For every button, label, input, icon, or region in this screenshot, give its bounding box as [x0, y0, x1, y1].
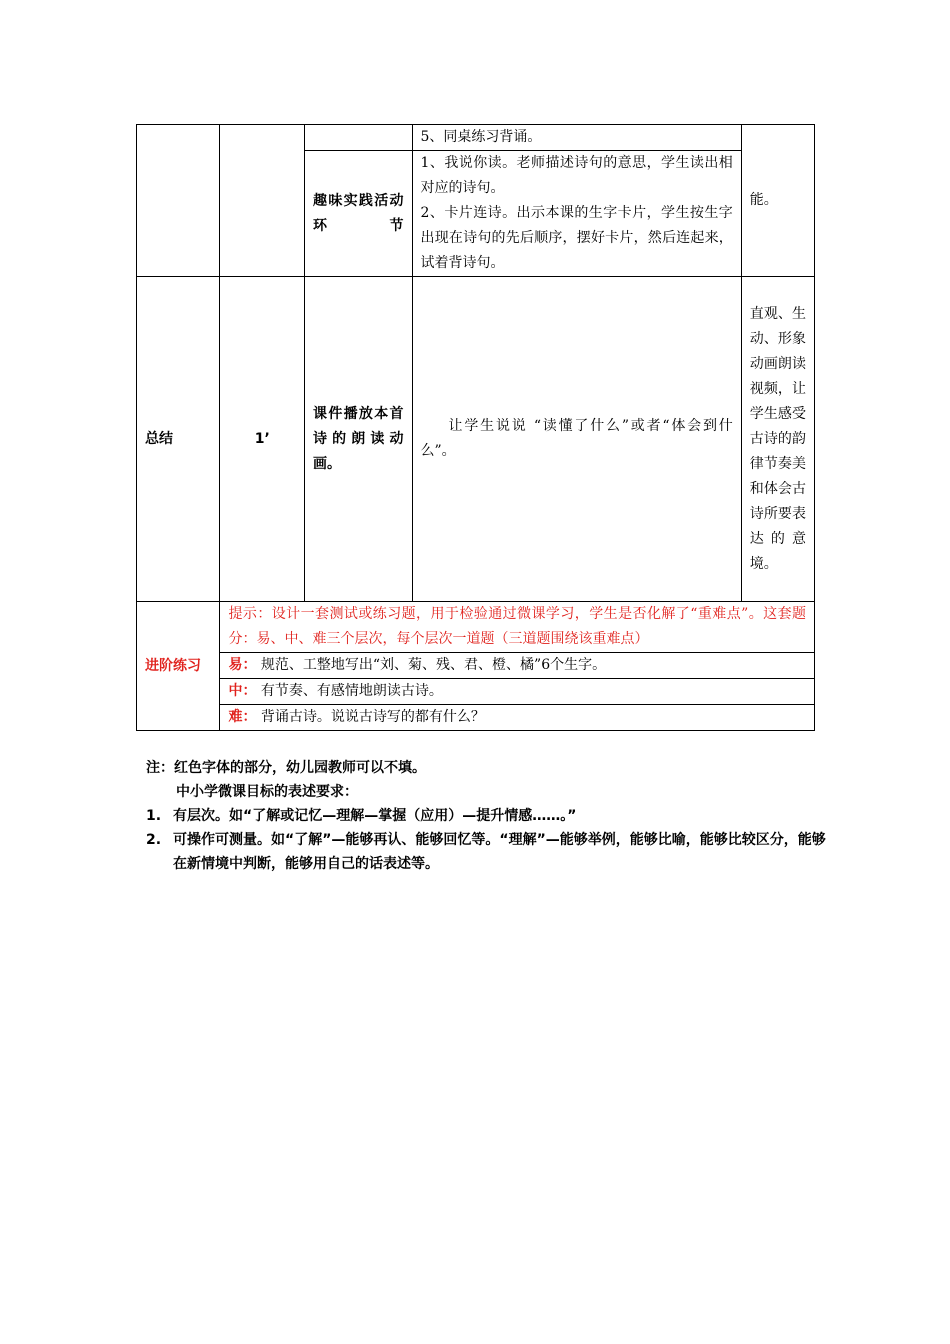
note-item-1-number: 1. [146, 808, 162, 824]
note-line-2: 中小学微课目标的表述要求： [176, 784, 358, 800]
note-item-2-text: 可操作可测量。如“了解”—能够再认、能够回忆等。“理解”—能够举例，能够比喻，能够比较区分，能够在新情境中判断，能够用自己的话表述等。 [173, 832, 826, 872]
note-item-1-text: 有层次。如“了解或记忆—理解—掌握（应用）—提升情感……。” [173, 808, 577, 824]
summary-label-cell: 总结 [137, 277, 220, 602]
note-item-2-number: 2. [146, 832, 162, 848]
activity-item-1: 1、我说你读。老师描述诗句的意思，学生读出相对应的诗句。 [420, 155, 733, 196]
note-line-1: 注：红色字体的部分，幼儿园教师可以不填。 [146, 760, 426, 776]
empty-cell [305, 125, 412, 151]
notes-section [146, 756, 826, 876]
note-cell: 能。 [741, 125, 814, 277]
summary-time-cell: 1’ [220, 277, 305, 602]
empty-cell [220, 125, 305, 277]
hard-text: 背诵古诗。说说古诗写的都有什么？ [256, 709, 485, 725]
activity-label-cell: 趣味实践活动环节 [305, 151, 412, 277]
summary-purpose-cell: 直观、生动、形象动画朗读视频，让学生感受古诗的韵律节奏美和体会古诗所要表达的意境。 [741, 277, 814, 602]
practice-step5-cell: 5、同桌练习背诵。 [412, 125, 741, 151]
activity-item-2: 2、卡片连诗。出示本课的生字卡片，学生按生字出现在诗句的先后顺序，摆好卡片，然后连起来，试着背诗句。 [420, 205, 733, 271]
empty-cell [137, 125, 220, 277]
hard-label: 难： [228, 709, 257, 725]
activity-content-cell [412, 151, 741, 277]
mid-label: 中： [228, 683, 257, 699]
easy-task-cell [220, 653, 815, 679]
advanced-hint-cell: 提示：设计一套测试或练习题，用于检验通过微课学习，学生是否化解了“重难点”。这套题分：易、中、难三个层次，每个层次一道题（三道题围绕该重难点） [220, 602, 815, 653]
easy-label: 易： [228, 657, 257, 673]
advanced-label-cell: 进阶练习 [137, 602, 220, 731]
lesson-table [136, 124, 815, 731]
hard-task-cell [220, 705, 815, 731]
summary-content-cell: 让学生说说 “读懂了什么”或者“体会到什么”。 [412, 277, 741, 602]
note-item-1 [146, 804, 826, 828]
mid-task-cell [220, 679, 815, 705]
mid-text: 有节奏、有感情地朗读古诗。 [256, 683, 443, 699]
note-item-2 [146, 828, 826, 876]
summary-resource-cell: 课件播放本首诗的朗读动画。 [305, 277, 412, 602]
easy-text: 规范、工整地写出“刘、菊、残、君、橙、橘”6个生字。 [256, 657, 607, 673]
